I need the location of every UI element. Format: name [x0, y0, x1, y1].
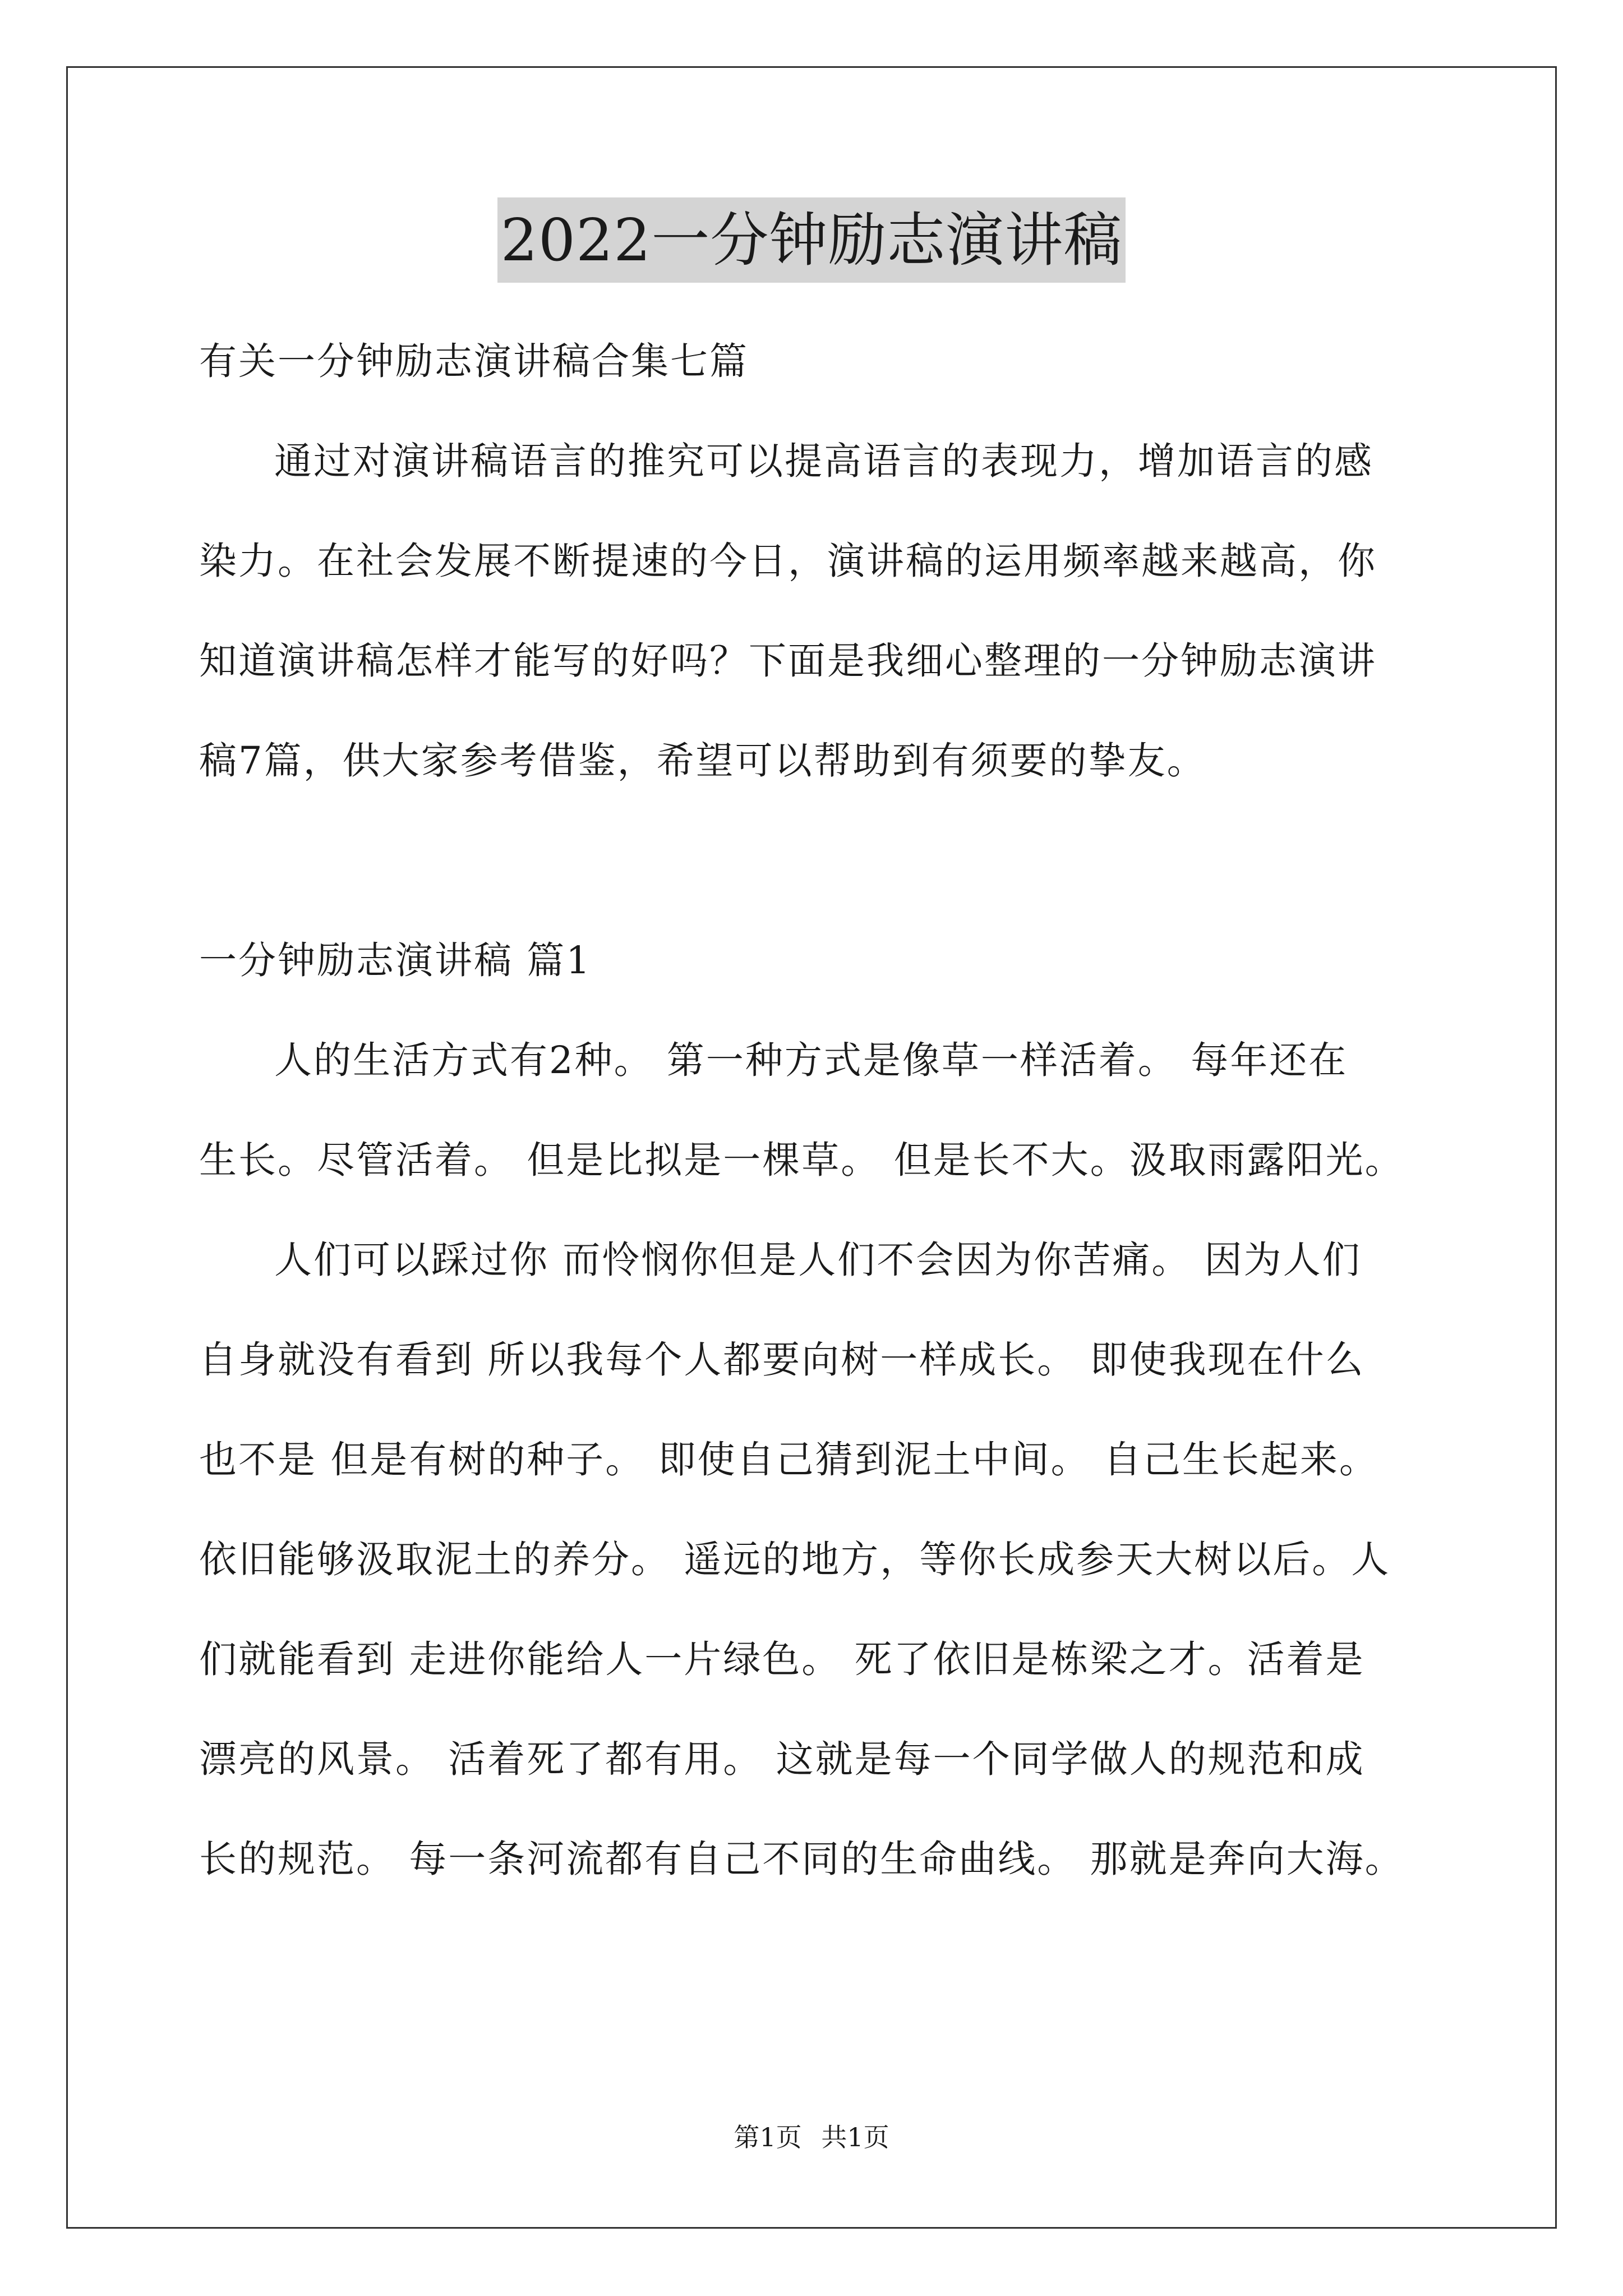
title-container: [0, 197, 1623, 283]
body-line: 长的规范。 每一条河流都有自己不同的生命曲线。 那就是奔向大海。: [199, 1837, 1404, 1881]
body-line: 自身就没有看到 所以我每个人都要向树一样成长。 即使我现在什么: [199, 1338, 1365, 1382]
subtitle: 有关一分钟励志演讲稿合集七篇: [199, 339, 749, 383]
intro-line: 染力。在社会发展不断提速的今日，演讲稿的运用频率越来越高，你: [199, 539, 1377, 583]
page-number: 第1页: [734, 2122, 802, 2152]
body-line: 人的生活方式有2种。 第一种方式是像草一样活着。 每年还在: [274, 1038, 1348, 1082]
intro-line: 知道演讲稿怎样才能写的好吗？下面是我细心整理的一分钟励志演讲: [199, 639, 1377, 683]
body-line: 生长。尽管活着。 但是比拟是一棵草。 但是长不大。汲取雨露阳光。: [199, 1138, 1404, 1182]
intro-line: 稿7篇，供大家参考借鉴，希望可以帮助到有须要的挚友。: [199, 739, 1206, 783]
body-line: 人们可以踩过你 而怜悯你但是人们不会因为你苦痛。 因为人们: [274, 1238, 1362, 1282]
body-line: 依旧能够汲取泥土的养分。 遥远的地方，等你长成参天大树以后。人: [199, 1538, 1391, 1581]
intro-line: 通过对演讲稿语言的推究可以提高语言的表现力，增加语言的感: [274, 439, 1373, 483]
body-line: 也不是 但是有树的种子。 即使自己猜到泥土中间。 自己生长起来。: [199, 1438, 1378, 1481]
section-heading: 一分钟励志演讲稿 篇1: [199, 938, 592, 982]
page-footer: [0, 2120, 1623, 2154]
page-total: 共1页: [821, 2122, 889, 2152]
body-line: 们就能看到 走进你能给人一片绿色。 死了依旧是栋梁之才。活着是: [199, 1637, 1365, 1681]
paragraph-gap: [199, 811, 1433, 910]
document-body: [199, 311, 1433, 1909]
document-title: 2022一分钟励志演讲稿: [497, 197, 1126, 283]
body-line: 漂亮的风景。 活着死了都有用。 这就是每一个同学做人的规范和成: [199, 1737, 1365, 1781]
